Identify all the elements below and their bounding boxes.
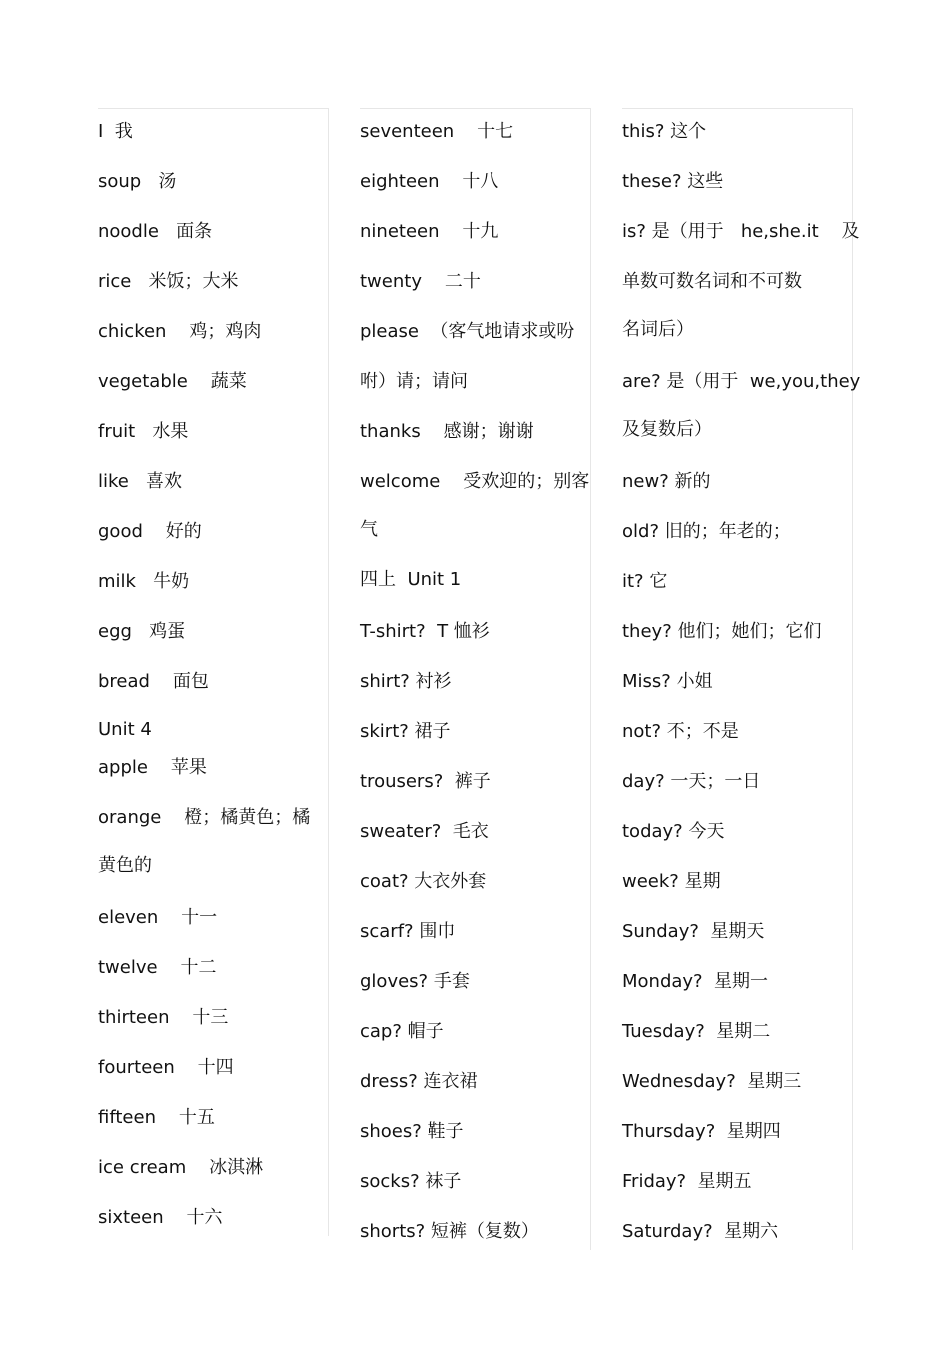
vocab-entry: coat? 大衣外套 (360, 871, 487, 892)
vocab-entry: not? 不；不是 (622, 721, 739, 742)
vocab-entry: bread 面包 (98, 671, 209, 692)
vocab-entry: 咐）请；请问 (360, 371, 468, 392)
vocab-entry: like 喜欢 (98, 471, 183, 492)
vocab-entry: gloves? 手套 (360, 971, 470, 992)
vocab-entry: nineteen 十九 (360, 221, 499, 242)
vocab-entry: 气 (360, 519, 378, 540)
vocab-entry: old? 旧的；年老的； (622, 521, 791, 542)
vocab-entry: rice 米饭；大米 (98, 271, 239, 292)
vocab-entry: new? 新的 (622, 471, 711, 492)
vocab-entry: twenty 二十 (360, 271, 481, 292)
vocab-entry: dress? 连衣裙 (360, 1071, 478, 1092)
vocab-entry: 四上 Unit 1 (360, 569, 462, 590)
vocab-entry: 及复数后） (622, 419, 712, 440)
vocab-entry: I 我 (98, 121, 133, 142)
vocab-entry: fruit 水果 (98, 421, 189, 442)
vocab-entry: skirt? 裙子 (360, 721, 451, 742)
vocab-entry: Wednesday? 星期三 (622, 1071, 802, 1092)
vocab-entry: shirt? 衬衫 (360, 671, 452, 692)
vocab-entry: seventeen 十七 (360, 121, 514, 142)
vocab-entry: eighteen 十八 (360, 171, 499, 192)
vocab-entry: Friday? 星期五 (622, 1171, 752, 1192)
vocab-entry: orange 橙；橘黄色；橘 (98, 807, 311, 828)
vocab-entry: shorts? 短裤（复数） (360, 1221, 539, 1242)
vocab-entry: 黄色的 (98, 855, 152, 876)
vocab-entry: egg 鸡蛋 (98, 621, 186, 642)
vocab-entry: soup 汤 (98, 171, 177, 192)
column-right-rule (590, 108, 591, 1250)
column-right-rule (852, 108, 853, 1250)
vocab-entry: welcome 受欢迎的；别客 (360, 471, 590, 492)
vocab-entry: week? 星期 (622, 871, 721, 892)
vocab-entry: 名词后） (622, 319, 694, 340)
vocab-entry: vegetable 蔬菜 (98, 371, 247, 392)
vocab-entry: are? 是（用于 we,you,they (622, 371, 861, 392)
vocab-entry: day? 一天；一日 (622, 771, 761, 792)
vocab-entry: these? 这些 (622, 171, 724, 192)
vocab-entry: eleven 十一 (98, 907, 218, 928)
vocab-entry: thanks 感谢；谢谢 (360, 421, 534, 442)
vocab-entry: sixteen 十六 (98, 1207, 223, 1228)
vocab-entry: milk 牛奶 (98, 571, 190, 592)
vocab-entry: twelve 十二 (98, 957, 217, 978)
vocab-entry: Miss? 小姐 (622, 671, 713, 692)
vocab-entry: Thursday? 星期四 (622, 1121, 781, 1142)
vocab-entry: please （客气地请求或吩 (360, 321, 575, 342)
vocab-entry: noodle 面条 (98, 221, 213, 242)
vocab-entry: scarf? 围巾 (360, 921, 456, 942)
vocab-entry: 单数可数名词和不可数 (622, 271, 802, 292)
vocab-entry: ice cream 冰淇淋 (98, 1157, 264, 1178)
vocab-entry: good 好的 (98, 521, 202, 542)
vocab-entry: fifteen 十五 (98, 1107, 215, 1128)
vocab-entry: thirteen 十三 (98, 1007, 229, 1028)
vocab-entry: this? 这个 (622, 121, 707, 142)
vocab-entry: Unit 4 (98, 719, 152, 740)
column-top-rule (360, 108, 590, 109)
vocab-entry: sweater? 毛衣 (360, 821, 489, 842)
vocab-entry: it? 它 (622, 571, 668, 592)
vocab-entry: chicken 鸡；鸡肉 (98, 321, 262, 342)
vocab-entry: T-shirt? T 恤衫 (360, 621, 490, 642)
vocab-entry: is? 是（用于 he,she.it 及 (622, 221, 860, 242)
vocab-entry: socks? 袜子 (360, 1171, 462, 1192)
vocab-entry: shoes? 鞋子 (360, 1121, 464, 1142)
vocab-column-3 (622, 108, 861, 1250)
vocab-entry: they? 他们；她们；它们 (622, 621, 822, 642)
column-top-rule (98, 108, 328, 109)
column-top-rule (622, 108, 852, 109)
vocab-entry: fourteen 十四 (98, 1057, 234, 1078)
vocab-entry: cap? 帽子 (360, 1021, 444, 1042)
vocab-entry: Monday? 星期一 (622, 971, 769, 992)
column-right-rule (328, 108, 329, 1236)
vocab-entry: Saturday? 星期六 (622, 1221, 779, 1242)
vocab-column-2 (360, 108, 590, 1250)
vocab-column-1 (98, 108, 328, 1236)
vocab-entry: apple 苹果 (98, 757, 207, 778)
vocab-entry: trousers? 裤子 (360, 771, 491, 792)
vocab-entry: Sunday? 星期天 (622, 921, 765, 942)
vocab-entry: Tuesday? 星期二 (622, 1021, 771, 1042)
vocab-entry: today? 今天 (622, 821, 725, 842)
